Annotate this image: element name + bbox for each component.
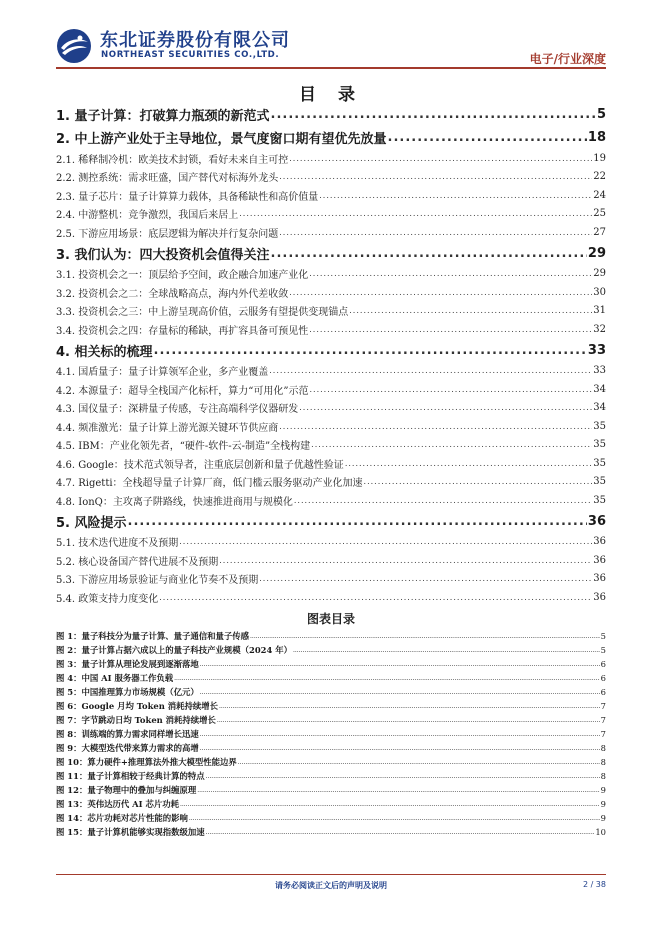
entry-page-number: 36 (587, 513, 606, 529)
entry-page-number: 29 (587, 245, 606, 261)
entry-page-number: 24 (593, 189, 606, 201)
entry-page-number: 36 (593, 536, 606, 548)
entry-label: 3.4. 投资机会之四：存量标的稀缺，再扩容具备可预见性 (56, 325, 309, 337)
toc-section-entry[interactable] (56, 103, 606, 126)
toc-subsection-entry[interactable] (56, 473, 606, 492)
entry-page-number: 8 (600, 771, 606, 781)
list-of-figures (56, 629, 606, 839)
entry-label: 图 12：量子物理中的叠加与纠缠原理 (56, 785, 197, 795)
entry-page-number: 5 (596, 107, 606, 122)
toc-subsection-entry[interactable] (56, 436, 606, 455)
toc-subsection-entry[interactable] (56, 491, 606, 510)
toc-title: 目 录 (299, 85, 363, 105)
entry-label: 2.5. 下游应用场景：底层逻辑为解决并行复杂问题 (56, 228, 279, 240)
entry-page-number: 32 (593, 323, 606, 335)
toc-section-entry[interactable] (56, 126, 606, 149)
entry-label: 图 10：算力硬件+推理算法外推大模型性能边界 (56, 757, 237, 767)
footer-divider (56, 874, 606, 875)
dot-leader (345, 459, 592, 468)
entry-page-number: 6 (600, 673, 606, 683)
page-number: 2 / 38 (582, 880, 606, 889)
entry-page-number: 36 (593, 591, 606, 603)
entry-page-number: 36 (593, 573, 606, 585)
entry-label: 4.4. 频准激光：量子计算上游光源关键环节供应商 (56, 422, 279, 434)
header-divider (56, 67, 606, 69)
dot-leader (200, 661, 600, 668)
dot-leader (319, 191, 592, 200)
entry-page-number: 34 (593, 383, 606, 395)
entry-label: 图 8：训练端的算力需求同样增长迅速 (56, 729, 199, 739)
dot-leader (200, 745, 600, 752)
toc-subsection-entry[interactable] (56, 533, 606, 552)
figure-list-entry[interactable] (56, 657, 606, 671)
dot-leader (219, 556, 592, 565)
entry-label: 4.6. Google：技术范式领导者，注重底层创新和量子优越性验证 (56, 459, 344, 471)
entry-page-number: 35 (593, 494, 606, 506)
figure-list-entry[interactable] (56, 713, 606, 727)
entry-label: 4.5. IBM：产业化领先者，“硬件-软件-云-制造”全栈构建 (56, 441, 311, 453)
figures-title: 图表目录 (306, 612, 355, 626)
dot-leader (128, 514, 587, 529)
dot-leader (279, 228, 592, 237)
dot-leader (239, 209, 592, 218)
entry-label: 5.1. 技术迭代进度不及预期 (56, 538, 179, 550)
dot-leader (197, 787, 599, 794)
dot-leader (159, 593, 592, 602)
entry-page-number: 35 (593, 439, 606, 451)
entry-label: 1. 量子计算：打破算力瓶颈的新范式 (56, 109, 270, 124)
company-logo-icon (56, 28, 92, 64)
page-header (0, 0, 662, 72)
entry-label: 4.1. 国盾量子：量子计算领军企业，多产业覆盖 (56, 367, 269, 379)
entry-label: 4.7. Rigetti：全栈超导量子计算厂商，低门槛云服务驱动产业化加速 (56, 478, 363, 490)
entry-label: 3.1. 投资机会之一：顶层给予空间，政企融合加速产业化 (56, 270, 309, 282)
entry-label: 图 9：大模型迭代带来算力需求的高增 (56, 743, 199, 753)
dot-leader (206, 773, 600, 780)
dot-leader (174, 675, 600, 682)
entry-page-number: 35 (593, 420, 606, 432)
entry-label: 5.3. 下游应用场景验证与商业化节奏不及预期 (56, 575, 259, 587)
entry-label: 2.4. 中游整机：竞争激烈，我国后来居上 (56, 210, 239, 222)
figure-list-entry[interactable] (56, 769, 606, 783)
entry-page-number: 33 (593, 365, 606, 377)
entry-page-number: 31 (593, 305, 606, 317)
entry-label: 2.2. 测控系统：需求旺盛，国产替代对标海外龙头 (56, 173, 279, 185)
dot-leader (309, 269, 592, 278)
toc-subsection-entry[interactable] (56, 205, 606, 224)
entry-label: 5.2. 核心设备国产替代进展不及预期 (56, 556, 219, 568)
entry-label: 图 1：量子科技分为量子计算、量子通信和量子传感 (56, 631, 249, 641)
dot-leader (349, 306, 592, 315)
toc-subsection-entry[interactable] (56, 223, 606, 242)
dot-leader (200, 731, 600, 738)
dot-leader (294, 496, 592, 505)
entry-page-number: 22 (593, 171, 606, 183)
dot-leader (206, 829, 595, 836)
dot-leader (310, 385, 593, 394)
figure-list-entry[interactable] (56, 825, 606, 839)
entry-label: 4.8. IonQ：主攻离子阱路线，快速推进商用与规模化 (56, 496, 293, 508)
entry-label: 3.2. 投资机会之二：全球战略高点，海内外代差收敛 (56, 288, 289, 300)
figure-list-entry[interactable] (56, 685, 606, 699)
dot-leader (259, 574, 592, 583)
toc-subsection-entry[interactable] (56, 302, 606, 321)
entry-page-number: 36 (593, 554, 606, 566)
entry-page-number: 6 (600, 659, 606, 669)
dot-leader (271, 107, 596, 122)
dot-leader (309, 325, 592, 334)
entry-label: 3. 我们认为：四大投资机会值得关注 (56, 247, 270, 263)
dot-leader (269, 366, 592, 375)
toc-subsection-entry[interactable] (56, 551, 606, 570)
dot-leader (219, 703, 600, 710)
dot-leader (388, 130, 587, 145)
figure-list-entry[interactable] (56, 629, 606, 643)
entry-page-number: 9 (600, 813, 606, 823)
entry-page-number: 7 (600, 715, 606, 725)
entry-page-number: 18 (587, 130, 606, 145)
entry-label: 图 14：芯片功耗对芯片性能的影响 (56, 813, 188, 823)
dot-leader (311, 440, 592, 449)
dot-leader (200, 689, 600, 696)
toc-subsection-entry[interactable] (56, 570, 606, 589)
entry-page-number: 27 (593, 226, 606, 238)
toc-subsection-entry[interactable] (56, 380, 606, 399)
figure-list-entry[interactable] (56, 797, 606, 811)
entry-page-number: 33 (587, 342, 606, 358)
toc-subsection-entry[interactable] (56, 454, 606, 473)
dot-leader (299, 403, 592, 412)
entry-page-number: 34 (593, 402, 606, 414)
company-name-cn: 东北证券股份有限公司 (100, 30, 290, 51)
entry-page-number: 6 (600, 687, 606, 697)
entry-label: 4. 相关标的梳理 (56, 344, 153, 360)
toc-subsection-entry[interactable] (56, 168, 606, 187)
dot-leader (279, 422, 592, 431)
figure-list-entry[interactable] (56, 643, 606, 657)
dot-leader (180, 801, 600, 808)
entry-page-number: 5 (600, 631, 606, 641)
entry-label: 4.3. 国仪量子：深耕量子传感，专注高端科学仪器研发 (56, 404, 299, 416)
figure-list-entry[interactable] (56, 811, 606, 825)
toc-subsection-entry[interactable] (56, 399, 606, 418)
entry-label: 图 3：量子计算从理论发展到逐渐落地 (56, 659, 199, 669)
disclaimer-note: 请务必阅读正文后的声明及说明 (275, 881, 387, 890)
dot-leader (289, 288, 592, 297)
entry-label: 2. 中上游产业处于主导地位，景气度窗口期有望优先放量 (56, 132, 387, 147)
toc-subsection-entry[interactable] (56, 417, 606, 436)
figure-list-entry[interactable] (56, 727, 606, 741)
toc-subsection-entry[interactable] (56, 588, 606, 607)
entry-label: 5. 风险提示 (56, 515, 127, 531)
entry-label: 2.1. 稀释制冷机：欧美技术封锁，看好未来自主可控 (56, 154, 289, 166)
dot-leader (279, 172, 592, 181)
dot-leader (154, 343, 587, 358)
entry-label: 图 4：中国 AI 服务器工作负载 (56, 673, 174, 683)
toc-subsection-entry[interactable] (56, 283, 606, 302)
entry-page-number: 9 (600, 785, 606, 795)
entry-label: 2.3. 量子芯片：量子计算算力载体，具备稀缺性和高价值量 (56, 191, 319, 203)
entry-label: 图 15：量子计算机能够实现指数级加速 (56, 827, 205, 837)
table-of-contents (56, 103, 606, 607)
figure-list-entry[interactable] (56, 699, 606, 713)
entry-page-number: 8 (600, 743, 606, 753)
entry-page-number: 35 (593, 457, 606, 469)
entry-page-number: 25 (593, 208, 606, 220)
entry-label: 图 11：量子计算相较于经典计算的特点 (56, 771, 205, 781)
entry-page-number: 7 (600, 701, 606, 711)
entry-page-number: 7 (600, 729, 606, 739)
dot-leader (364, 477, 593, 486)
entry-page-number: 5 (600, 645, 606, 655)
entry-label: 图 5：中国推理算力市场规模（亿元） (56, 687, 199, 697)
entry-page-number: 30 (593, 286, 606, 298)
entry-page-number: 29 (593, 268, 606, 280)
toc-subsection-entry[interactable] (56, 149, 606, 168)
dot-leader (217, 717, 600, 724)
figure-list-entry[interactable] (56, 783, 606, 797)
entry-label: 图 7：字节跳动日均 Token 消耗持续增长 (56, 715, 216, 725)
toc-subsection-entry[interactable] (56, 186, 606, 205)
company-name-en: NORTHEAST SECURITIES CO.,LTD. (101, 50, 280, 60)
figure-list-entry[interactable] (56, 755, 606, 769)
entry-page-number: 10 (595, 827, 606, 837)
entry-page-number: 19 (593, 152, 606, 164)
dot-leader (189, 815, 600, 822)
dot-leader (179, 537, 592, 546)
entry-label: 图 2：量子计算占据六成以上的量子科技产业规模（2024 年） (56, 645, 292, 655)
dot-leader (238, 759, 600, 766)
entry-page-number: 9 (600, 799, 606, 809)
toc-section-entry[interactable] (56, 339, 606, 362)
dot-leader (271, 246, 587, 261)
toc-subsection-entry[interactable] (56, 362, 606, 381)
entry-page-number: 8 (600, 757, 606, 767)
toc-section-entry[interactable] (56, 510, 606, 533)
entry-label: 3.3. 投资机会之三：中上游呈现高价值，云服务有望提供变现锚点 (56, 307, 349, 319)
dot-leader (293, 647, 600, 654)
dot-leader (250, 633, 600, 640)
entry-page-number: 35 (593, 476, 606, 488)
dot-leader (289, 154, 592, 163)
entry-label: 图 13：英伟达历代 AI 芯片功耗 (56, 799, 179, 809)
entry-label: 4.2. 本源量子：超导全栈国产化标杆，算力“可用化”示范 (56, 385, 309, 397)
entry-label: 5.4. 政策支持力度变化 (56, 593, 159, 605)
figure-list-entry[interactable] (56, 741, 606, 755)
toc-subsection-entry[interactable] (56, 320, 606, 339)
toc-section-entry[interactable] (56, 242, 606, 265)
figure-list-entry[interactable] (56, 671, 606, 685)
toc-subsection-entry[interactable] (56, 265, 606, 284)
entry-label: 图 6：Google 月均 Token 消耗持续增长 (56, 701, 219, 711)
report-type: 电子/行业深度 (529, 52, 606, 66)
